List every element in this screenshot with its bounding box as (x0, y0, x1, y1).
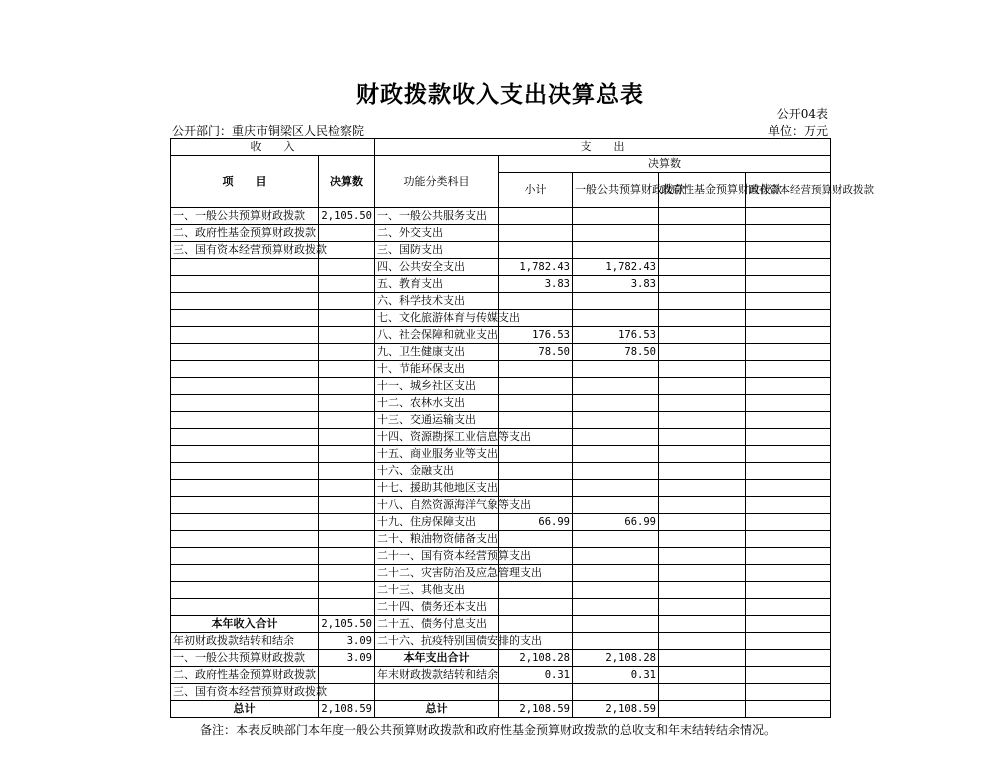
subtotal-cell (499, 480, 573, 497)
expense-item-cell: 十四、资源勘探工业信息等支出 (375, 429, 499, 446)
expense-item-cell: 二十二、灾害防治及应急管理支出 (375, 565, 499, 582)
subtotal-cell: 2,108.59 (499, 701, 573, 718)
income-amount-cell (319, 446, 375, 463)
table-row (171, 361, 831, 378)
income-amount-cell (319, 310, 375, 327)
expense-item-cell: 二十四、债务还本支出 (375, 599, 499, 616)
expense-item-cell: 十六、金融支出 (375, 463, 499, 480)
general-budget-cell (573, 225, 659, 242)
footnote: 备注：本表反映部门本年度一般公共预算财政拨款和政府性基金预算财政拨款的总收支和年末结转结余情况。 (200, 723, 777, 737)
state-capital-cell (746, 701, 831, 718)
table-row (171, 684, 831, 701)
table-row (171, 395, 831, 412)
income-item-cell (171, 310, 319, 327)
general-budget-cell: 3.83 (573, 276, 659, 293)
state-capital-cell (746, 463, 831, 480)
income-item-cell: 二、政府性基金预算财政拨款 (171, 667, 319, 684)
subtotal-cell (499, 242, 573, 259)
income-amount-cell (319, 565, 375, 582)
subtotal-cell (499, 378, 573, 395)
table-row (171, 327, 831, 344)
income-amount-cell: 2,108.59 (319, 701, 375, 718)
income-amount-cell (319, 548, 375, 565)
subtotal-header: 小计 (499, 173, 573, 208)
state-capital-cell (746, 667, 831, 684)
state-capital-cell (746, 480, 831, 497)
gov-fund-cell (659, 514, 746, 531)
general-budget-cell (573, 395, 659, 412)
expense-item-cell (375, 684, 499, 701)
income-amount-cell (319, 497, 375, 514)
amount-header: 决算数 (319, 156, 375, 208)
expense-item-cell: 十七、援助其他地区支出 (375, 480, 499, 497)
income-item-cell (171, 480, 319, 497)
general-budget-cell (573, 633, 659, 650)
general-budget-cell (573, 463, 659, 480)
general-budget-cell (573, 616, 659, 633)
table-row (171, 310, 831, 327)
subtotal-cell: 66.99 (499, 514, 573, 531)
expense-item-cell: 十九、住房保障支出 (375, 514, 499, 531)
table-row (171, 208, 831, 225)
state-capital-cell (746, 242, 831, 259)
general-budget-cell (573, 378, 659, 395)
department-label: 公开部门：重庆市铜梁区人民检察院 (172, 124, 365, 138)
income-amount-cell (319, 531, 375, 548)
income-item-cell: 总计 (171, 701, 319, 718)
general-budget-cell: 1,782.43 (573, 259, 659, 276)
state-capital-cell (746, 514, 831, 531)
table-row (171, 616, 831, 633)
income-amount-cell (319, 276, 375, 293)
state-capital-cell (746, 446, 831, 463)
income-item-cell (171, 293, 319, 310)
state-capital-cell (746, 548, 831, 565)
expense-item-cell: 一、一般公共服务支出 (375, 208, 499, 225)
table-row (171, 429, 831, 446)
income-amount-cell (319, 599, 375, 616)
income-amount-cell (319, 225, 375, 242)
table-row (171, 446, 831, 463)
table-row (171, 633, 831, 650)
income-amount-cell (319, 514, 375, 531)
subtotal-cell (499, 616, 573, 633)
state-capital-cell (746, 633, 831, 650)
income-amount-cell: 3.09 (319, 633, 375, 650)
expense-item-cell: 总计 (375, 701, 499, 718)
state-capital-cell (746, 616, 831, 633)
expense-item-cell: 二、外交支出 (375, 225, 499, 242)
state-capital-cell (746, 599, 831, 616)
income-item-cell (171, 548, 319, 565)
table-row (171, 531, 831, 548)
subtotal-cell (499, 412, 573, 429)
subtotal-cell (499, 582, 573, 599)
general-budget-cell (573, 684, 659, 701)
expense-item-cell: 二十五、债务付息支出 (375, 616, 499, 633)
income-item-cell (171, 259, 319, 276)
income-item-cell (171, 429, 319, 446)
gov-fund-cell (659, 463, 746, 480)
table-row (171, 463, 831, 480)
expense-item-cell: 二十、粮油物资储备支出 (375, 531, 499, 548)
income-item-cell (171, 395, 319, 412)
state-capital-cell (746, 276, 831, 293)
page-title: 财政拨款收入支出决算总表 (356, 82, 644, 108)
expense-item-cell: 本年支出合计 (375, 650, 499, 667)
gov-fund-cell (659, 293, 746, 310)
table-row (171, 344, 831, 361)
gov-fund-cell (659, 361, 746, 378)
gov-fund-cell (659, 412, 746, 429)
gov-fund-header: 政府性基金预算财政拨款 (659, 173, 746, 208)
gov-fund-cell (659, 531, 746, 548)
general-budget-cell (573, 412, 659, 429)
gov-fund-cell (659, 616, 746, 633)
final-amount-group-header: 决算数 (499, 156, 831, 173)
expense-item-cell: 十一、城乡社区支出 (375, 378, 499, 395)
gov-fund-cell (659, 208, 746, 225)
income-amount-cell (319, 429, 375, 446)
expense-item-cell: 十二、农林水支出 (375, 395, 499, 412)
subtotal-cell (499, 531, 573, 548)
state-capital-header: 国有资本经营预算财政拨款 (746, 173, 831, 208)
gov-fund-cell (659, 480, 746, 497)
expense-item-cell: 六、科学技术支出 (375, 293, 499, 310)
general-budget-cell (573, 548, 659, 565)
expense-item-cell: 十三、交通运输支出 (375, 412, 499, 429)
state-capital-cell (746, 259, 831, 276)
gov-fund-cell (659, 429, 746, 446)
state-capital-cell (746, 395, 831, 412)
general-budget-cell (573, 310, 659, 327)
income-amount-cell (319, 259, 375, 276)
income-item-cell (171, 565, 319, 582)
income-item-cell (171, 412, 319, 429)
expense-item-cell: 二十三、其他支出 (375, 582, 499, 599)
expense-item-cell: 五、教育支出 (375, 276, 499, 293)
income-item-cell: 年初财政拨款结转和结余 (171, 633, 319, 650)
table-row (171, 548, 831, 565)
gov-fund-cell (659, 327, 746, 344)
gov-fund-cell (659, 599, 746, 616)
state-capital-cell (746, 327, 831, 344)
gov-fund-cell (659, 310, 746, 327)
state-capital-cell (746, 429, 831, 446)
gov-fund-cell (659, 548, 746, 565)
gov-fund-cell (659, 259, 746, 276)
income-amount-cell (319, 293, 375, 310)
state-capital-cell (746, 531, 831, 548)
income-item-cell (171, 497, 319, 514)
income-amount-cell (319, 463, 375, 480)
subtotal-cell: 176.53 (499, 327, 573, 344)
func-class-header: 功能分类科目 (375, 156, 499, 208)
gov-fund-cell (659, 395, 746, 412)
state-capital-cell (746, 344, 831, 361)
subtotal-cell (499, 684, 573, 701)
expense-item-cell: 十八、自然资源海洋气象等支出 (375, 497, 499, 514)
table-row (171, 599, 831, 616)
general-budget-cell (573, 582, 659, 599)
gov-fund-cell (659, 276, 746, 293)
state-capital-cell (746, 497, 831, 514)
expense-item-cell: 十五、商业服务业等支出 (375, 446, 499, 463)
gov-fund-cell (659, 650, 746, 667)
state-capital-cell (746, 582, 831, 599)
form-code: 公开04表 (776, 107, 828, 121)
income-item-cell: 二、政府性基金预算财政拨款 (171, 225, 319, 242)
income-item-cell: 一、一般公共预算财政拨款 (171, 650, 319, 667)
gov-fund-cell (659, 582, 746, 599)
subtotal-cell (499, 395, 573, 412)
subtotal-cell (499, 293, 573, 310)
general-budget-cell (573, 361, 659, 378)
income-item-cell (171, 276, 319, 293)
income-header: 收 入 (171, 139, 375, 156)
subtotal-cell: 2,108.28 (499, 650, 573, 667)
income-item-cell (171, 514, 319, 531)
income-amount-cell (319, 344, 375, 361)
general-budget-cell (573, 293, 659, 310)
general-budget-cell (573, 565, 659, 582)
income-amount-cell (319, 480, 375, 497)
state-capital-cell (746, 225, 831, 242)
table-row (171, 701, 831, 718)
general-budget-cell: 2,108.59 (573, 701, 659, 718)
general-budget-cell (573, 429, 659, 446)
general-budget-cell (573, 208, 659, 225)
income-amount-cell (319, 378, 375, 395)
general-budget-cell (573, 480, 659, 497)
expense-item-cell: 年末财政拨款结转和结余 (375, 667, 499, 684)
table-row (171, 242, 831, 259)
income-item-cell (171, 531, 319, 548)
income-item-cell: 三、国有资本经营预算财政拨款 (171, 242, 319, 259)
general-budget-cell (573, 497, 659, 514)
subtotal-cell (499, 208, 573, 225)
general-budget-cell: 66.99 (573, 514, 659, 531)
table-row (171, 650, 831, 667)
gov-fund-cell (659, 497, 746, 514)
expense-item-cell: 十、节能环保支出 (375, 361, 499, 378)
expense-item-cell: 九、卫生健康支出 (375, 344, 499, 361)
subtotal-cell: 3.83 (499, 276, 573, 293)
general-budget-cell: 78.50 (573, 344, 659, 361)
gov-fund-cell (659, 446, 746, 463)
expense-item-cell: 四、公共安全支出 (375, 259, 499, 276)
general-budget-cell (573, 242, 659, 259)
income-item-cell: 本年收入合计 (171, 616, 319, 633)
table-row (171, 259, 831, 276)
income-amount-cell (319, 327, 375, 344)
income-item-cell (171, 446, 319, 463)
expense-item-cell: 三、国防支出 (375, 242, 499, 259)
state-capital-cell (746, 378, 831, 395)
table-row (171, 582, 831, 599)
subtotal-cell: 1,782.43 (499, 259, 573, 276)
unit-label: 单位：万元 (767, 124, 828, 138)
subtotal-cell (499, 361, 573, 378)
income-item-cell: 三、国有资本经营预算财政拨款 (171, 684, 319, 701)
subtotal-cell (499, 463, 573, 480)
subtotal-cell: 78.50 (499, 344, 573, 361)
state-capital-cell (746, 565, 831, 582)
gov-fund-cell (659, 667, 746, 684)
item-header: 项 目 (171, 156, 319, 208)
general-budget-header: 一般公共预算财政拨款 (573, 173, 659, 208)
gov-fund-cell (659, 344, 746, 361)
state-capital-cell (746, 310, 831, 327)
expense-item-cell: 二十一、国有资本经营预算支出 (375, 548, 499, 565)
general-budget-cell: 176.53 (573, 327, 659, 344)
expense-header: 支 出 (375, 139, 831, 156)
income-amount-cell (319, 412, 375, 429)
income-amount-cell (319, 395, 375, 412)
income-amount-cell: 2,105.50 (319, 616, 375, 633)
table-row (171, 480, 831, 497)
expense-item-cell: 八、社会保障和就业支出 (375, 327, 499, 344)
gov-fund-cell (659, 242, 746, 259)
state-capital-cell (746, 684, 831, 701)
gov-fund-cell (659, 684, 746, 701)
income-amount-cell (319, 667, 375, 684)
income-amount-cell (319, 361, 375, 378)
income-item-cell (171, 582, 319, 599)
gov-fund-cell (659, 701, 746, 718)
gov-fund-cell (659, 225, 746, 242)
table-row (171, 565, 831, 582)
general-budget-cell: 0.31 (573, 667, 659, 684)
table-row (171, 667, 831, 684)
budget-table (170, 138, 874, 718)
general-budget-cell: 2,108.28 (573, 650, 659, 667)
state-capital-cell (746, 361, 831, 378)
income-item-cell (171, 378, 319, 395)
state-capital-cell (746, 208, 831, 225)
table-row (171, 293, 831, 310)
state-capital-cell (746, 412, 831, 429)
expense-item-cell: 七、文化旅游体育与传媒支出 (375, 310, 499, 327)
income-amount-cell (319, 582, 375, 599)
income-item-cell (171, 463, 319, 480)
gov-fund-cell (659, 378, 746, 395)
state-capital-cell (746, 650, 831, 667)
income-item-cell (171, 599, 319, 616)
income-item-cell (171, 327, 319, 344)
income-amount-cell: 2,105.50 (319, 208, 375, 225)
table-row (171, 412, 831, 429)
income-item-cell: 一、一般公共预算财政拨款 (171, 208, 319, 225)
table-row (171, 497, 831, 514)
general-budget-cell (573, 446, 659, 463)
income-item-cell (171, 361, 319, 378)
state-capital-cell (746, 293, 831, 310)
table-row (171, 276, 831, 293)
table-row (171, 225, 831, 242)
table-row (171, 378, 831, 395)
table-row (171, 514, 831, 531)
gov-fund-cell (659, 633, 746, 650)
subtotal-cell (499, 446, 573, 463)
general-budget-cell (573, 599, 659, 616)
subtotal-cell (499, 599, 573, 616)
income-item-cell (171, 344, 319, 361)
general-budget-cell (573, 531, 659, 548)
expense-item-cell: 二十六、抗疫特别国债安排的支出 (375, 633, 499, 650)
income-amount-cell: 3.09 (319, 650, 375, 667)
gov-fund-cell (659, 565, 746, 582)
subtotal-cell: 0.31 (499, 667, 573, 684)
subtotal-cell (499, 225, 573, 242)
